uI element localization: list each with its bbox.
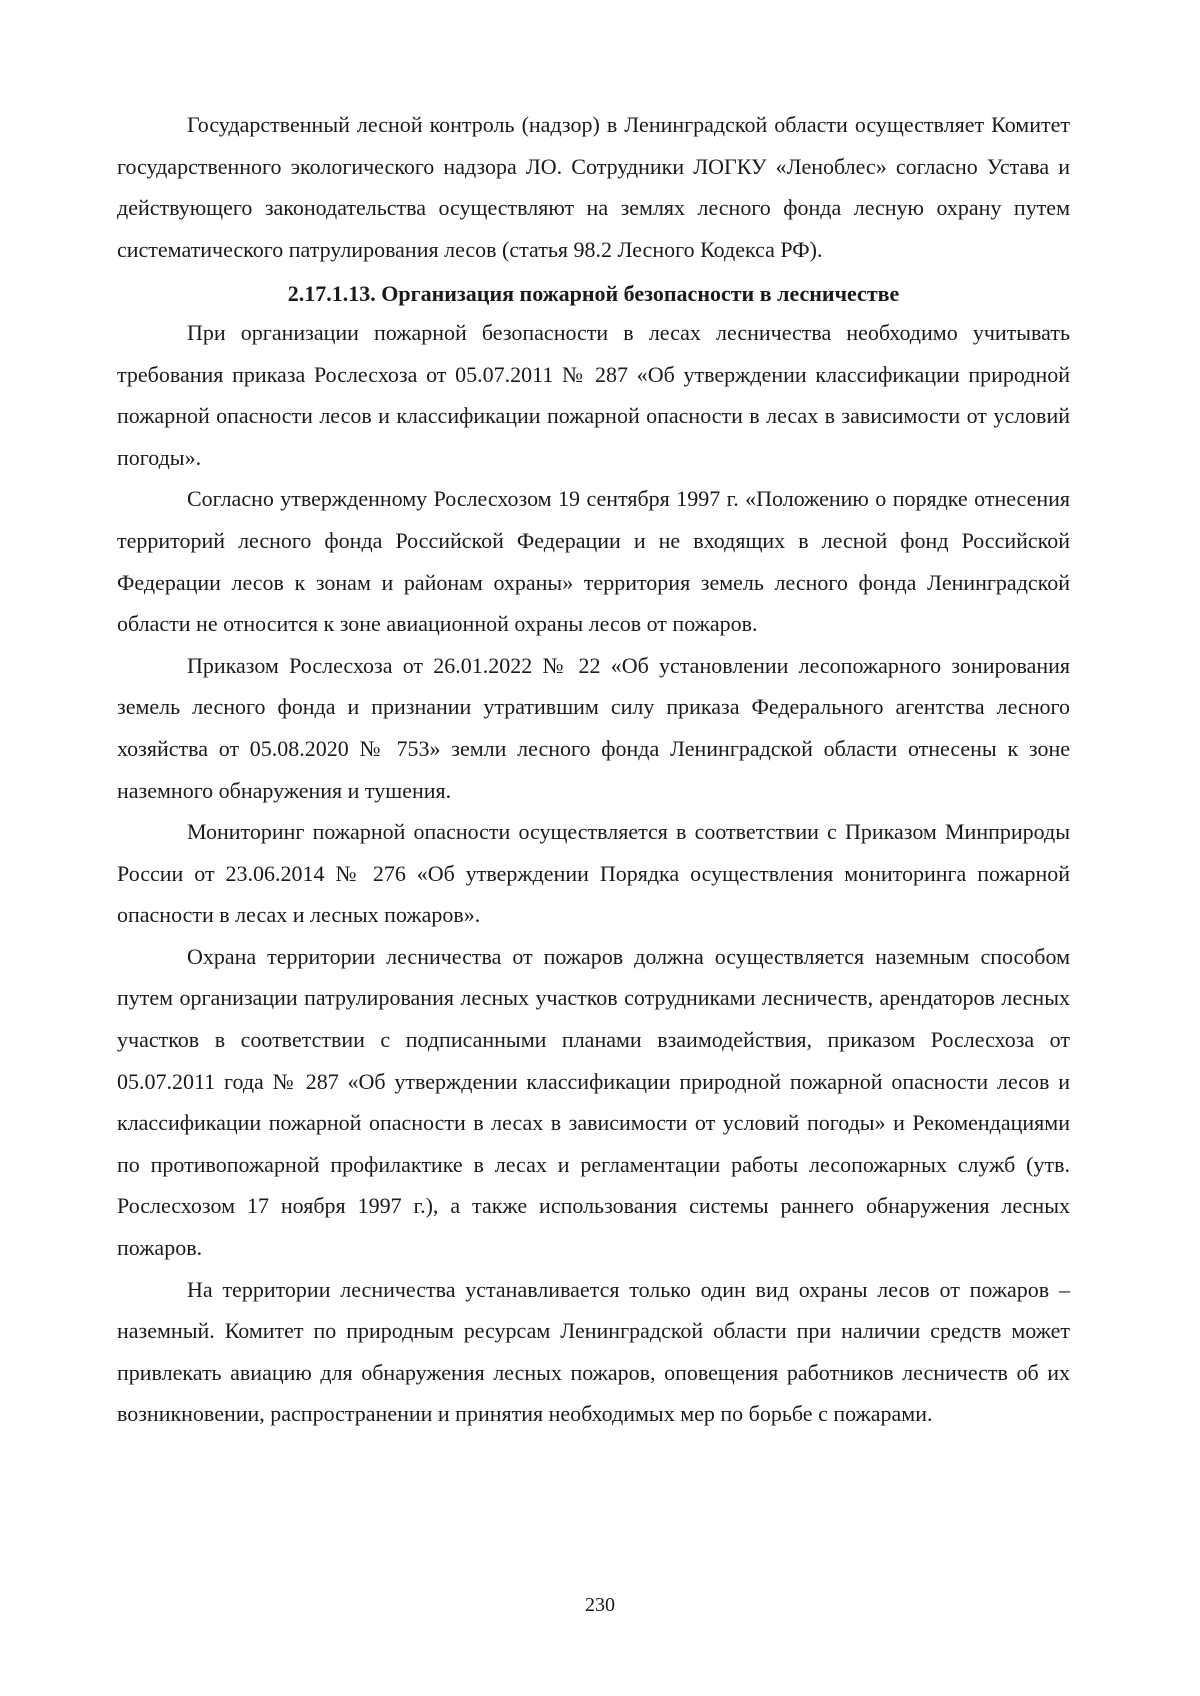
paragraph-fire-safety-requirements: При организации пожарной безопасности в лесах лесничества необходимо учитывать требования приказа Рослесхоза от 05.07.2011 № 287 «Об утверждении классификации природной пожарной опасности лесов и классификации пожарной опасности в лесах в зависимости от условий погоды».	[117, 319, 1070, 470]
paragraph-fire-monitoring: Мониторинг пожарной опасности осуществляется в соответствии с Приказом Минприроды России от 23.06.2014 № 276 «Об утверждении Порядка осуществления мониторинга пожарной опасности в лесах и лесных пожаров».	[117, 819, 1070, 928]
document-page	[117, 104, 1070, 1435]
section-heading: 2.17.1.13. Организация пожарной безопасности в лесничестве	[287, 281, 900, 307]
paragraph-fire-zoning-order: Приказом Рослесхоза от 26.01.2022 № 22 «Об установлении лесопожарного зонирования земель лесного фонда и признании утратившим силу приказа Федерального агентства лесного хозяйства от 05.08.2020 № 753» земли лесного фонда Ленинградской области отнесены к зоне наземного обнаружения и тушения.	[117, 652, 1070, 803]
paragraph-ground-protection: Охрана территории лесничества от пожаров должна осуществляется наземным способом путем организации патрулирования лесных участков сотрудниками лесничеств, арендаторов лесных участков в соответствии с подписанными планами взаимодействия, приказом Рослесхоза от 05.07.2011 года № 287 «Об утверждении классификации природной пожарной опасности лесов и классификации пожарной опасности в лесах в зависимости от условий погоды» и Рекомендациями по противопожарной профилактике в лесах и регламентации работы лесопожарных служб (утв. Рослесхозом 17 ноября 1997 г.), а также использования системы раннего обнаружения лесных пожаров.	[117, 943, 1070, 1261]
paragraph-forest-control: Государственный лесной контроль (надзор) в Ленинградской области осуществляет Комитет государственного экологического надзора ЛО. Сотрудники ЛОГКУ «Леноблес» согласно Устава и действующего законодательства осуществляют на землях лесного фонда лесную охрану путем систематического патрулирования лесов (статья 98.2 Лесного Кодекса РФ).	[117, 112, 1070, 262]
paragraph-protection-zones: Согласно утвержденному Рослесхозом 19 сентября 1997 г. «Положению о порядке отнесения территорий лесного фонда Российской Федерации и не входящих в лесной фонд Российской Федерации лесов к зонам и районам охраны» территория земель лесного фонда Ленинградской области не относится к зоне авиационной охраны лесов от пожаров.	[117, 486, 1070, 637]
page-number: 230	[585, 1594, 615, 1616]
paragraph-protection-type: На территории лесничества устанавливается только один вид охраны лесов от пожаров – наземный. Комитет по природным ресурсам Ленинградской области при наличии средств может привлекать авиацию для обнаружения лесных пожаров, оповещения работников лесничеств об их возникновении, распространении и принятия необходимых мер по борьбе с пожарами.	[117, 1276, 1070, 1427]
